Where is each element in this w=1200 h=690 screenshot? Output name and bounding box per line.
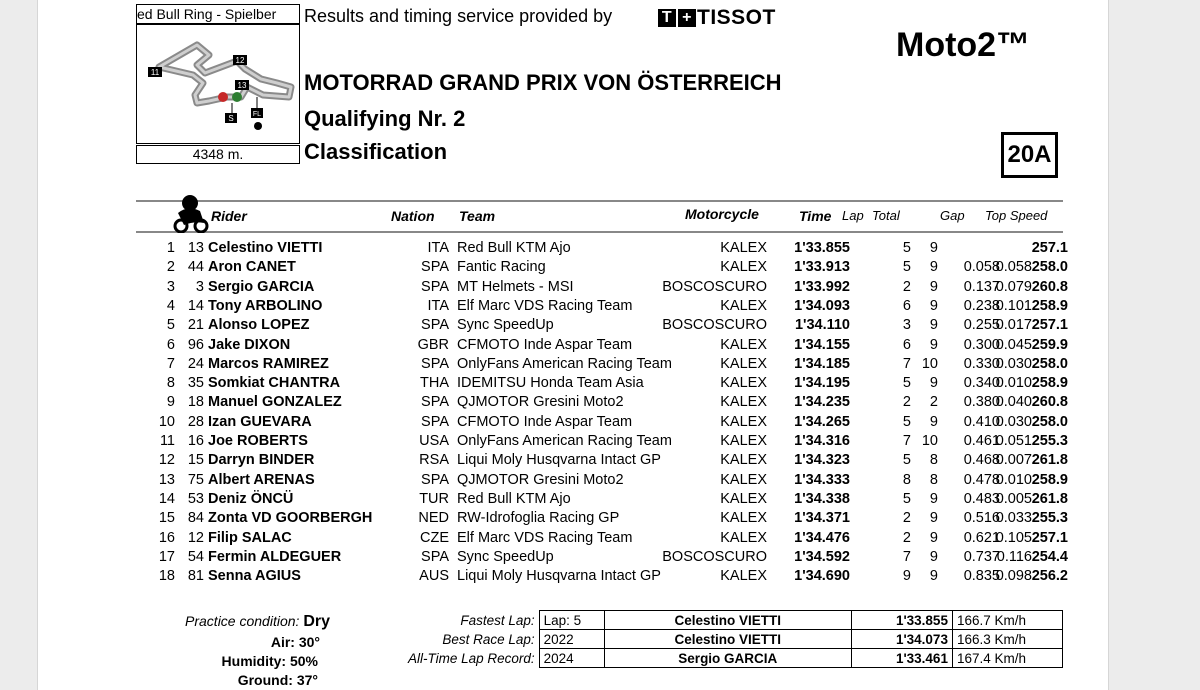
gap-first: 0.330 [963, 355, 1000, 372]
rider-name: Zonta VD GOORBERGH [208, 510, 373, 527]
lap-time: 1'34.316 [794, 433, 850, 449]
position: 4 [166, 297, 175, 314]
best-lap: 6 [902, 336, 911, 353]
table-row [38, 491, 1108, 510]
nation: RSA [419, 452, 449, 469]
category-title: Moto2™ [896, 26, 1031, 64]
record-time: 1'33.855 [851, 611, 952, 630]
rider-number: 54 [187, 548, 204, 565]
motorcycle: KALEX [720, 240, 767, 256]
position: 15 [158, 510, 175, 527]
tissot-wordmark: TISSOT [697, 6, 776, 29]
position: 3 [166, 278, 175, 295]
total-laps: 9 [929, 297, 938, 314]
gap-first: 0.461 [963, 433, 1000, 449]
nation: SPA [421, 394, 449, 411]
best-lap: 2 [902, 529, 911, 546]
lap-time: 1'34.333 [794, 471, 850, 488]
column-gap: Gap [940, 208, 965, 223]
best-lap: 5 [902, 240, 911, 256]
table-row [38, 510, 1108, 529]
motorcycle: KALEX [720, 375, 767, 392]
gap-previous: 0.017 [995, 317, 1032, 334]
total-laps: 10 [921, 433, 938, 449]
rider-name: Albert ARENAS [208, 471, 315, 488]
lap-time: 1'34.155 [794, 336, 850, 353]
nation: THA [420, 375, 449, 392]
top-speed: 258.9 [1031, 297, 1068, 314]
rider-number: 12 [187, 529, 204, 546]
table-row [38, 259, 1108, 278]
team: MT Helmets - MSI [457, 278, 574, 295]
position: 1 [166, 240, 175, 256]
team: Liqui Moly Husqvarna Intact GP [457, 452, 661, 469]
team: QJMOTOR Gresini Moto2 [457, 471, 624, 488]
all-time-record-row [368, 649, 1063, 668]
team: Sync SpeedUp [457, 317, 554, 334]
best-lap: 7 [902, 548, 911, 565]
rider-name: Fermin ALDEGUER [208, 548, 342, 565]
table-row [38, 530, 1108, 549]
best-lap: 7 [902, 355, 911, 372]
gap-previous: 0.030 [995, 355, 1032, 372]
rider-name: Filip SALAC [208, 529, 292, 546]
best-race-lap-row [368, 630, 1063, 649]
rider-number: 24 [187, 355, 204, 372]
lap-time: 1'34.371 [794, 510, 850, 527]
team: Red Bull KTM Ajo [457, 240, 571, 256]
nation: ITA [427, 240, 449, 256]
best-lap: 2 [902, 278, 911, 295]
team: OnlyFans American Racing Team [457, 433, 672, 449]
motorcycle: KALEX [720, 529, 767, 546]
event-title: MOTORRAD GRAND PRIX VON ÖSTERREICH [304, 70, 782, 95]
gap-previous: 0.040 [995, 394, 1032, 411]
gap-first: 0.137 [963, 278, 1000, 295]
lap-time: 1'34.093 [794, 297, 850, 314]
total-laps: 9 [929, 259, 938, 276]
lap-time: 1'34.185 [794, 355, 850, 372]
gap-previous: 0.010 [995, 471, 1032, 488]
record-rider: Celestino VIETTI [604, 611, 851, 630]
gap-first: 0.478 [963, 471, 1000, 488]
ground-temperature: Ground: 37° [237, 672, 318, 688]
gap-previous: 0.033 [995, 510, 1032, 527]
table-row [38, 452, 1108, 471]
best-lap: 5 [902, 413, 911, 430]
total-laps: 9 [929, 413, 938, 430]
record-ref: 2024 [539, 649, 604, 668]
lap-time: 1'34.338 [794, 490, 850, 507]
record-speed: 166.3 Km/h [952, 630, 1062, 649]
document-number: 20A [1001, 132, 1058, 178]
column-top-speed: Top Speed [985, 208, 1048, 223]
lap-time: 1'33.855 [794, 240, 850, 256]
gap-first: 0.621 [963, 529, 1000, 546]
position: 14 [158, 490, 175, 507]
rider-number: 18 [187, 394, 204, 411]
rider-number: 28 [187, 413, 204, 430]
gap-first: 0.255 [963, 317, 1000, 334]
top-speed: 258.9 [1031, 375, 1068, 392]
best-lap: 7 [902, 433, 911, 449]
best-lap: 5 [902, 375, 911, 392]
gap-first: 0.835 [963, 568, 1000, 585]
top-speed: 255.3 [1031, 510, 1068, 527]
gap-previous: 0.030 [995, 413, 1032, 430]
team: Red Bull KTM Ajo [457, 490, 571, 507]
header-divider-top [136, 200, 1063, 202]
gap-first: 0.238 [963, 297, 1000, 314]
table-row [38, 472, 1108, 491]
total-laps: 9 [929, 240, 938, 256]
circuit-name: ed Bull Ring - Spielber [136, 4, 300, 24]
green-marker-icon [232, 92, 242, 102]
team: CFMOTO Inde Aspar Team [457, 336, 633, 353]
practice-condition-label: Practice condition: [185, 613, 300, 629]
rider-number: 81 [187, 568, 204, 585]
position: 2 [166, 259, 175, 276]
team: Elf Marc VDS Racing Team [457, 297, 633, 314]
rider-name: Manuel GONZALEZ [208, 394, 342, 411]
nation: SPA [421, 278, 449, 295]
position: 10 [158, 413, 175, 430]
record-ref: Lap: 5 [539, 611, 604, 630]
motorcycle: BOSCOSCURO [662, 317, 767, 334]
rider-name: Senna AGIUS [208, 568, 301, 585]
rider-name: Celestino VIETTI [208, 240, 323, 256]
position: 5 [166, 317, 175, 334]
gap-previous: 0.005 [995, 490, 1032, 507]
record-label: Fastest Lap: [460, 612, 535, 628]
best-lap: 8 [902, 471, 911, 488]
motorcycle: KALEX [720, 336, 767, 353]
rider-name: Joe ROBERTS [208, 433, 308, 449]
motorcycle: KALEX [720, 568, 767, 585]
position: 13 [158, 471, 175, 488]
motorcycle: KALEX [720, 355, 767, 372]
top-speed: 258.0 [1031, 413, 1068, 430]
top-speed: 260.8 [1031, 278, 1068, 295]
team: RW-Idrofoglia Racing GP [457, 510, 620, 527]
record-speed: 167.4 Km/h [952, 649, 1062, 668]
rider-number: 16 [187, 433, 204, 449]
practice-condition-value: Dry [303, 613, 330, 630]
best-lap: 9 [902, 568, 911, 585]
finish-line-label: FL [252, 111, 262, 118]
motorcycle: KALEX [720, 452, 767, 469]
best-lap: 2 [902, 510, 911, 527]
lap-time: 1'34.592 [794, 548, 850, 565]
gap-first: 0.340 [963, 375, 1000, 392]
gap-previous: 0.101 [995, 297, 1032, 314]
nation: SPA [421, 548, 449, 565]
total-laps: 9 [929, 510, 938, 527]
table-row [38, 394, 1108, 413]
rider-number: 75 [187, 471, 204, 488]
top-speed: 260.8 [1031, 394, 1068, 411]
humidity: Humidity: 50% [221, 653, 318, 669]
motorcycle: KALEX [720, 490, 767, 507]
team: Elf Marc VDS Racing Team [457, 529, 633, 546]
team: QJMOTOR Gresini Moto2 [457, 394, 624, 411]
column-total: Total [872, 208, 900, 223]
nation: SPA [421, 413, 449, 430]
total-laps: 9 [929, 529, 938, 546]
record-label: All-Time Lap Record: [407, 650, 535, 666]
motorcycle: BOSCOSCURO [662, 548, 767, 565]
total-laps: 9 [929, 490, 938, 507]
table-row [38, 317, 1108, 336]
gap-first: 0.468 [963, 452, 1000, 469]
gap-previous: 0.116 [996, 548, 1032, 565]
lap-time: 1'34.110 [794, 317, 850, 334]
team: OnlyFans American Racing Team [457, 355, 672, 372]
motorcycle: KALEX [720, 259, 767, 276]
best-lap: 5 [902, 490, 911, 507]
lap-time: 1'34.235 [794, 394, 850, 411]
track-map-icon [137, 25, 299, 143]
team: Sync SpeedUp [457, 548, 554, 565]
practice-condition [185, 613, 330, 631]
total-laps: 9 [929, 375, 938, 392]
nation: ITA [427, 297, 449, 314]
rider-name: Jake DIXON [208, 336, 291, 353]
best-lap: 2 [902, 394, 911, 411]
motorcycle: KALEX [720, 297, 767, 314]
table-row [38, 240, 1108, 259]
nation: TUR [419, 490, 449, 507]
team: Fantic Racing [457, 259, 546, 276]
track-map [136, 24, 300, 144]
rider-number: 84 [187, 510, 204, 527]
swiss-cross-icon: + [678, 9, 696, 27]
tissot-t-icon: T [658, 9, 676, 27]
motorcycle: KALEX [720, 510, 767, 527]
column-rider: Rider [211, 208, 247, 224]
lap-time: 1'33.992 [794, 278, 850, 295]
air-temperature: Air: 30° [270, 634, 320, 650]
nation: CZE [420, 529, 449, 546]
top-speed: 254.4 [1031, 548, 1068, 565]
rider-name: Sergio GARCIA [208, 278, 315, 295]
best-lap: 6 [902, 297, 911, 314]
motorcycle: KALEX [720, 471, 767, 488]
nation: SPA [421, 317, 449, 334]
rider-name: Marcos RAMIREZ [208, 355, 329, 372]
record-label: Best Race Lap: [442, 631, 535, 647]
record-speed: 166.7 Km/h [952, 611, 1062, 630]
gap-first: 0.410 [963, 413, 1000, 430]
lap-time: 1'34.476 [794, 529, 850, 546]
total-laps: 9 [929, 336, 938, 353]
top-speed: 259.9 [1031, 336, 1068, 353]
top-speed: 258.0 [1031, 259, 1068, 276]
rider-name: Alonso LOPEZ [208, 317, 310, 334]
lap-time: 1'33.913 [794, 259, 850, 276]
top-speed: 258.0 [1031, 355, 1068, 372]
gap-previous: 0.079 [995, 278, 1032, 295]
gap-previous: 0.010 [995, 375, 1032, 392]
lap-time: 1'34.323 [794, 452, 850, 469]
flag-marker-icon [254, 122, 262, 130]
column-motorcycle: Motorcycle [685, 206, 759, 222]
top-speed: 256.2 [1031, 568, 1068, 585]
nation: AUS [419, 568, 449, 585]
gap-previous: 0.051 [995, 433, 1032, 449]
table-row [38, 279, 1108, 298]
record-rider: Celestino VIETTI [604, 630, 851, 649]
provided-by-text: Results and timing service provided by [304, 6, 613, 26]
table-row [38, 549, 1108, 568]
position: 7 [166, 355, 175, 372]
table-row [38, 433, 1108, 452]
nation: NED [418, 510, 449, 527]
header-divider-bottom [136, 231, 1063, 233]
start-label: S [228, 114, 234, 123]
column-lap: Lap [842, 208, 864, 223]
gap-previous: 0.105 [995, 529, 1032, 546]
table-row [38, 337, 1108, 356]
position: 9 [166, 394, 175, 411]
total-laps: 8 [929, 452, 938, 469]
nation: SPA [421, 355, 449, 372]
turn-label: 12 [235, 56, 245, 65]
rider-number: 15 [187, 452, 204, 469]
top-speed: 261.8 [1031, 452, 1068, 469]
nation: USA [419, 433, 449, 449]
gap-first: 0.058 [963, 259, 1000, 276]
rider-name: Izan GUEVARA [208, 413, 312, 430]
results-page [37, 0, 1109, 690]
lap-records-table [368, 610, 1063, 668]
rider-name: Tony ARBOLINO [208, 297, 323, 314]
team: IDEMITSU Honda Team Asia [457, 375, 644, 392]
total-laps: 9 [929, 568, 938, 585]
rider-name: Aron CANET [208, 259, 296, 276]
total-laps: 10 [921, 355, 938, 372]
top-speed: 257.1 [1031, 317, 1068, 334]
column-time: Time [799, 208, 832, 224]
rider-number: 21 [187, 317, 204, 334]
record-rider: Sergio GARCIA [604, 649, 851, 668]
total-laps: 9 [929, 548, 938, 565]
top-speed: 255.3 [1031, 433, 1068, 449]
session-title: Qualifying Nr. 2 [304, 106, 466, 131]
rider-name: Somkiat CHANTRA [208, 375, 341, 392]
top-speed: 257.1 [1031, 529, 1068, 546]
red-marker-icon [218, 92, 228, 102]
rider-number: 96 [187, 336, 204, 353]
total-laps: 9 [929, 278, 938, 295]
nation: GBR [417, 336, 449, 353]
gap-first: 0.380 [963, 394, 1000, 411]
rider-number: 35 [187, 375, 204, 392]
table-row [38, 414, 1108, 433]
motorcycle: KALEX [720, 413, 767, 430]
table-row [38, 375, 1108, 394]
position: 8 [166, 375, 175, 392]
position: 11 [159, 433, 175, 449]
column-team: Team [459, 208, 496, 224]
gap-first: 0.516 [963, 510, 1000, 527]
record-time: 1'34.073 [851, 630, 952, 649]
rider-number: 13 [187, 240, 204, 256]
position: 16 [158, 529, 175, 546]
motorcycle-rider-icon [170, 191, 210, 233]
turn-label: 13 [237, 81, 247, 90]
team: Liqui Moly Husqvarna Intact GP [457, 568, 661, 585]
best-lap: 5 [902, 259, 911, 276]
lap-time: 1'34.195 [794, 375, 850, 392]
record-ref: 2022 [539, 630, 604, 649]
top-speed: 261.8 [1031, 490, 1068, 507]
team: CFMOTO Inde Aspar Team [457, 413, 633, 430]
table-row [38, 356, 1108, 375]
rider-number: 53 [187, 490, 204, 507]
motorcycle: KALEX [720, 433, 767, 449]
motorcycle: KALEX [720, 394, 767, 411]
gap-first: 0.300 [963, 336, 1000, 353]
gap-previous: 0.045 [995, 336, 1032, 353]
rider-number: 3 [195, 278, 204, 295]
rider-name: Deniz ÖNCÜ [208, 490, 294, 507]
gap-previous: 0.058 [995, 259, 1032, 276]
rider-number: 44 [187, 259, 204, 276]
best-lap: 5 [902, 452, 911, 469]
top-speed: 257.1 [1031, 240, 1068, 256]
track-length: 4348 m. [136, 145, 300, 164]
total-laps: 9 [929, 317, 938, 334]
rider-name: Darryn BINDER [208, 452, 315, 469]
position: 6 [166, 336, 175, 353]
record-time: 1'33.461 [851, 649, 952, 668]
total-laps: 2 [929, 394, 938, 411]
tissot-logo [658, 6, 776, 30]
top-speed: 258.9 [1031, 471, 1068, 488]
gap-first: 0.737 [963, 548, 1000, 565]
fastest-lap-row [368, 611, 1063, 630]
lap-time: 1'34.690 [794, 568, 850, 585]
best-lap: 3 [902, 317, 911, 334]
position: 12 [158, 452, 175, 469]
document-type: Classification [304, 139, 448, 164]
nation: SPA [421, 471, 449, 488]
rider-number: 14 [187, 297, 204, 314]
table-row [38, 568, 1108, 587]
gap-previous: 0.098 [995, 568, 1032, 585]
nation: SPA [421, 259, 449, 276]
gap-first: 0.483 [963, 490, 1000, 507]
total-laps: 8 [929, 471, 938, 488]
position: 17 [158, 548, 175, 565]
position: 18 [158, 568, 175, 585]
table-row [38, 298, 1108, 317]
turn-label: 11 [150, 68, 160, 77]
motorcycle: BOSCOSCURO [662, 278, 767, 295]
lap-time: 1'34.265 [794, 413, 850, 430]
gap-previous: 0.007 [995, 452, 1032, 469]
column-nation: Nation [391, 208, 435, 224]
